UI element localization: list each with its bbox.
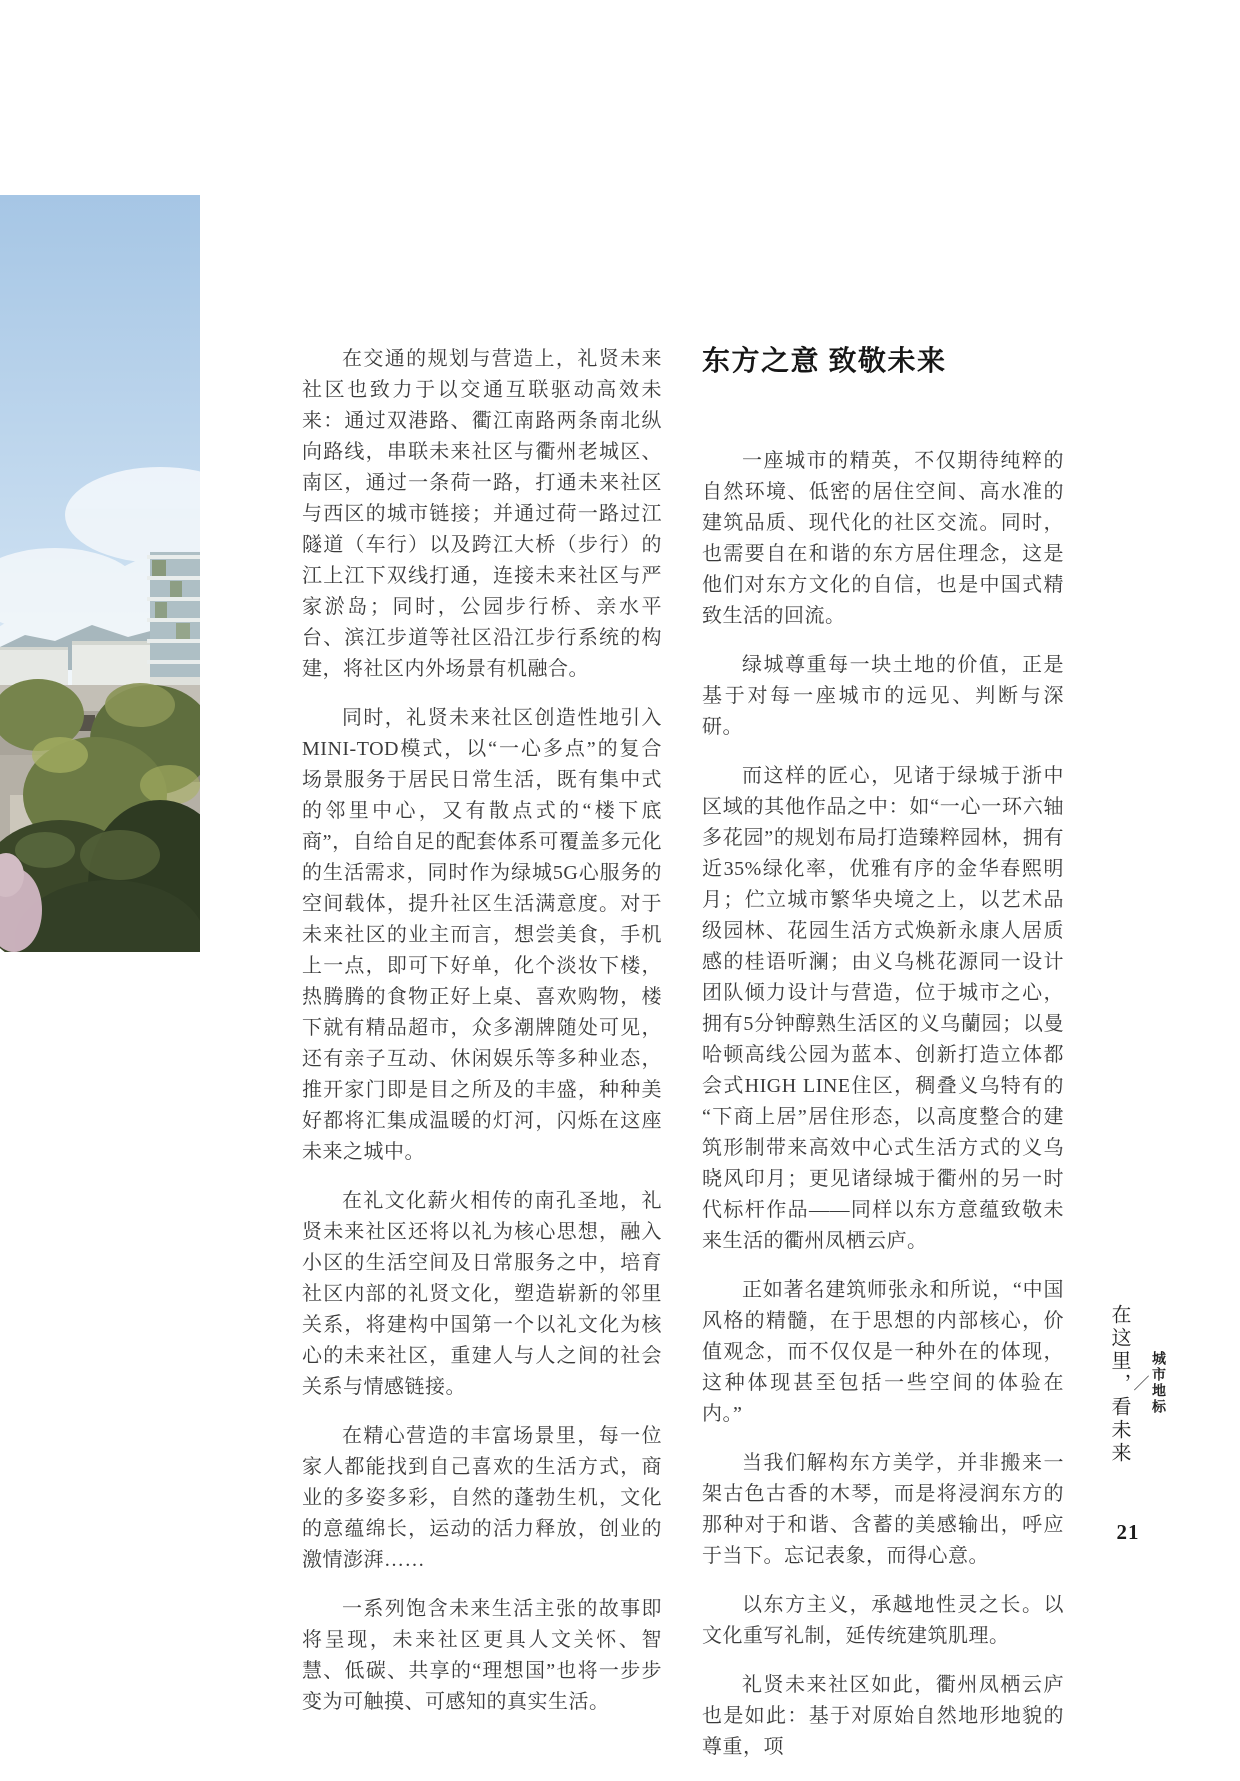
paragraph: 在精心营造的丰富场景里，每一位家人都能找到自己喜欢的生活方式，商业的多姿多彩，自然的蓬勃生机，文化的意蕴绵长，运动的活力释放，创业的激情澎湃…… (302, 1425, 662, 1571)
paragraph: 绿城尊重每一块土地的价值，正是基于对每一座城市的远见、判断与深研。 (702, 654, 1064, 738)
section-heading: 东方之意 致敬未来 (702, 346, 947, 377)
paragraph: 而这样的匠心，见诸于绿城于浙中区域的其他作品之中：如“一心一环六轴多花园”的规划布局打造臻粹园林，拥有近35%绿化率，优雅有序的金华春熙明月；伫立城市繁华央境之上，以艺术品级园林、花园生活方式焕新永康人居质感的桂语听澜；由义乌桃花源同一设计团队倾力设计与营造，位于城市之心，拥有5分钟醇熟生活区的义乌蘭园；以曼哈顿高线公园为蓝本、创新打造立体都会式HIGH LINE住区，稠叠义乌特有的“下商上居”居住形态，以高度整合的建筑形制带来高效中心式生活方式的义乌晓风印月；更见诸绿城于衢州的另一时代标杆作品——同样以东方意蕴致敬未来生活的衢州凤栖云庐。 (702, 765, 1064, 1252)
right-text-column (702, 344, 1064, 1781)
section-tagline: 在这里，看未来 (1108, 1303, 1130, 1465)
page-number: 21 (1116, 1520, 1140, 1544)
vertical-sidebar (1106, 1268, 1165, 1568)
paragraph: 在交通的规划与营造上，礼贤未来社区也致力于以交通互联驱动高效未来：通过双港路、衢江南路两条南北纵向路线，串联未来社区与衢州老城区、南区，通过一条荷一路，打通未来社区与西区的城市链接；并通过荷一路过江隧道（车行）以及跨江大桥（步行）的江上江下双线打通，连接未来社区与严家淤岛；同时，公园步行桥、亲水平台、滨江步道等社区沿江步行系统的构建，将社区内外场景有机融合。 (302, 348, 662, 680)
paragraph: 一系列饱含未来生活主张的故事即将呈现，未来社区更具人文关怀、智慧、低碳、共享的“理想国”也将一步步变为可触摸、可感知的真实生活。 (302, 1598, 662, 1713)
glass-tower (147, 552, 200, 677)
architecture-photo-graphic (0, 195, 200, 952)
paragraph: 一座城市的精英，不仅期待纯粹的自然环境、低密的居住空间、高水准的建筑品质、现代化的社区交流。同时，也需要自在和谐的东方居住理念，这是他们对东方文化的自信，也是中国式精致生活的回流。 (702, 450, 1064, 627)
paragraph: 当我们解构东方美学，并非搬来一架古色古香的木琴，而是将浸润东方的那种对于和谐、含蓄的美感输出，呼应于当下。忘记表象，而得心意。 (702, 1452, 1064, 1567)
left-text-column (302, 344, 662, 1736)
paragraph: 礼贤未来社区如此，衢州凤栖云庐也是如此：基于对原始自然地形地貌的尊重，项 (702, 1674, 1064, 1758)
architecture-photo (0, 195, 200, 952)
paragraph: 正如著名建筑师张永和所说，“中国风格的精髓，在于思想的内部核心，价值观念，而不仅仅是一种外在的体现，这种体现甚至包括一些空间的体验在内。” (702, 1279, 1064, 1425)
paragraph: 在礼文化薪火相传的南孔圣地，礼贤未来社区还将以礼为核心思想，融入小区的生活空间及日常服务之中，培育社区内部的礼贤文化，塑造崭新的邻里关系，将建构中国第一个以礼文化为核心的未来社区，重建人与人之间的社会关系与情感链接。 (302, 1190, 662, 1398)
vertical-sidebar-text (1106, 1268, 1168, 1498)
section-label: 城市地标 (1150, 1351, 1165, 1415)
paragraph: 以东方主义，承越地性灵之长。以文化重写礼制，延传统建筑肌理。 (702, 1594, 1064, 1647)
slash-separator: ／ (1131, 1375, 1148, 1391)
paragraph: 同时，礼贤未来社区创造性地引入MINI-TOD模式，以“一心多点”的复合场景服务于居民日常生活，既有集中式的邻里中心，又有散点式的“楼下底商”，自给自足的配套体系可覆盖多元化的生活需求，同时作为绿城5G心服务的空间载体，提升社区生活满意度。对于未来社区的业主而言，想尝美食，手机上一点，即可下好单，化个淡妆下楼，热腾腾的食物正好上桌、喜欢购物，楼下就有精品超市，众多潮牌随处可见，还有亲子互动、休闲娱乐等多种业态，推开家门即是目之所及的丰盛，种种美好都将汇集成温暖的灯河，闪烁在这座未来之城中。 (302, 707, 662, 1163)
